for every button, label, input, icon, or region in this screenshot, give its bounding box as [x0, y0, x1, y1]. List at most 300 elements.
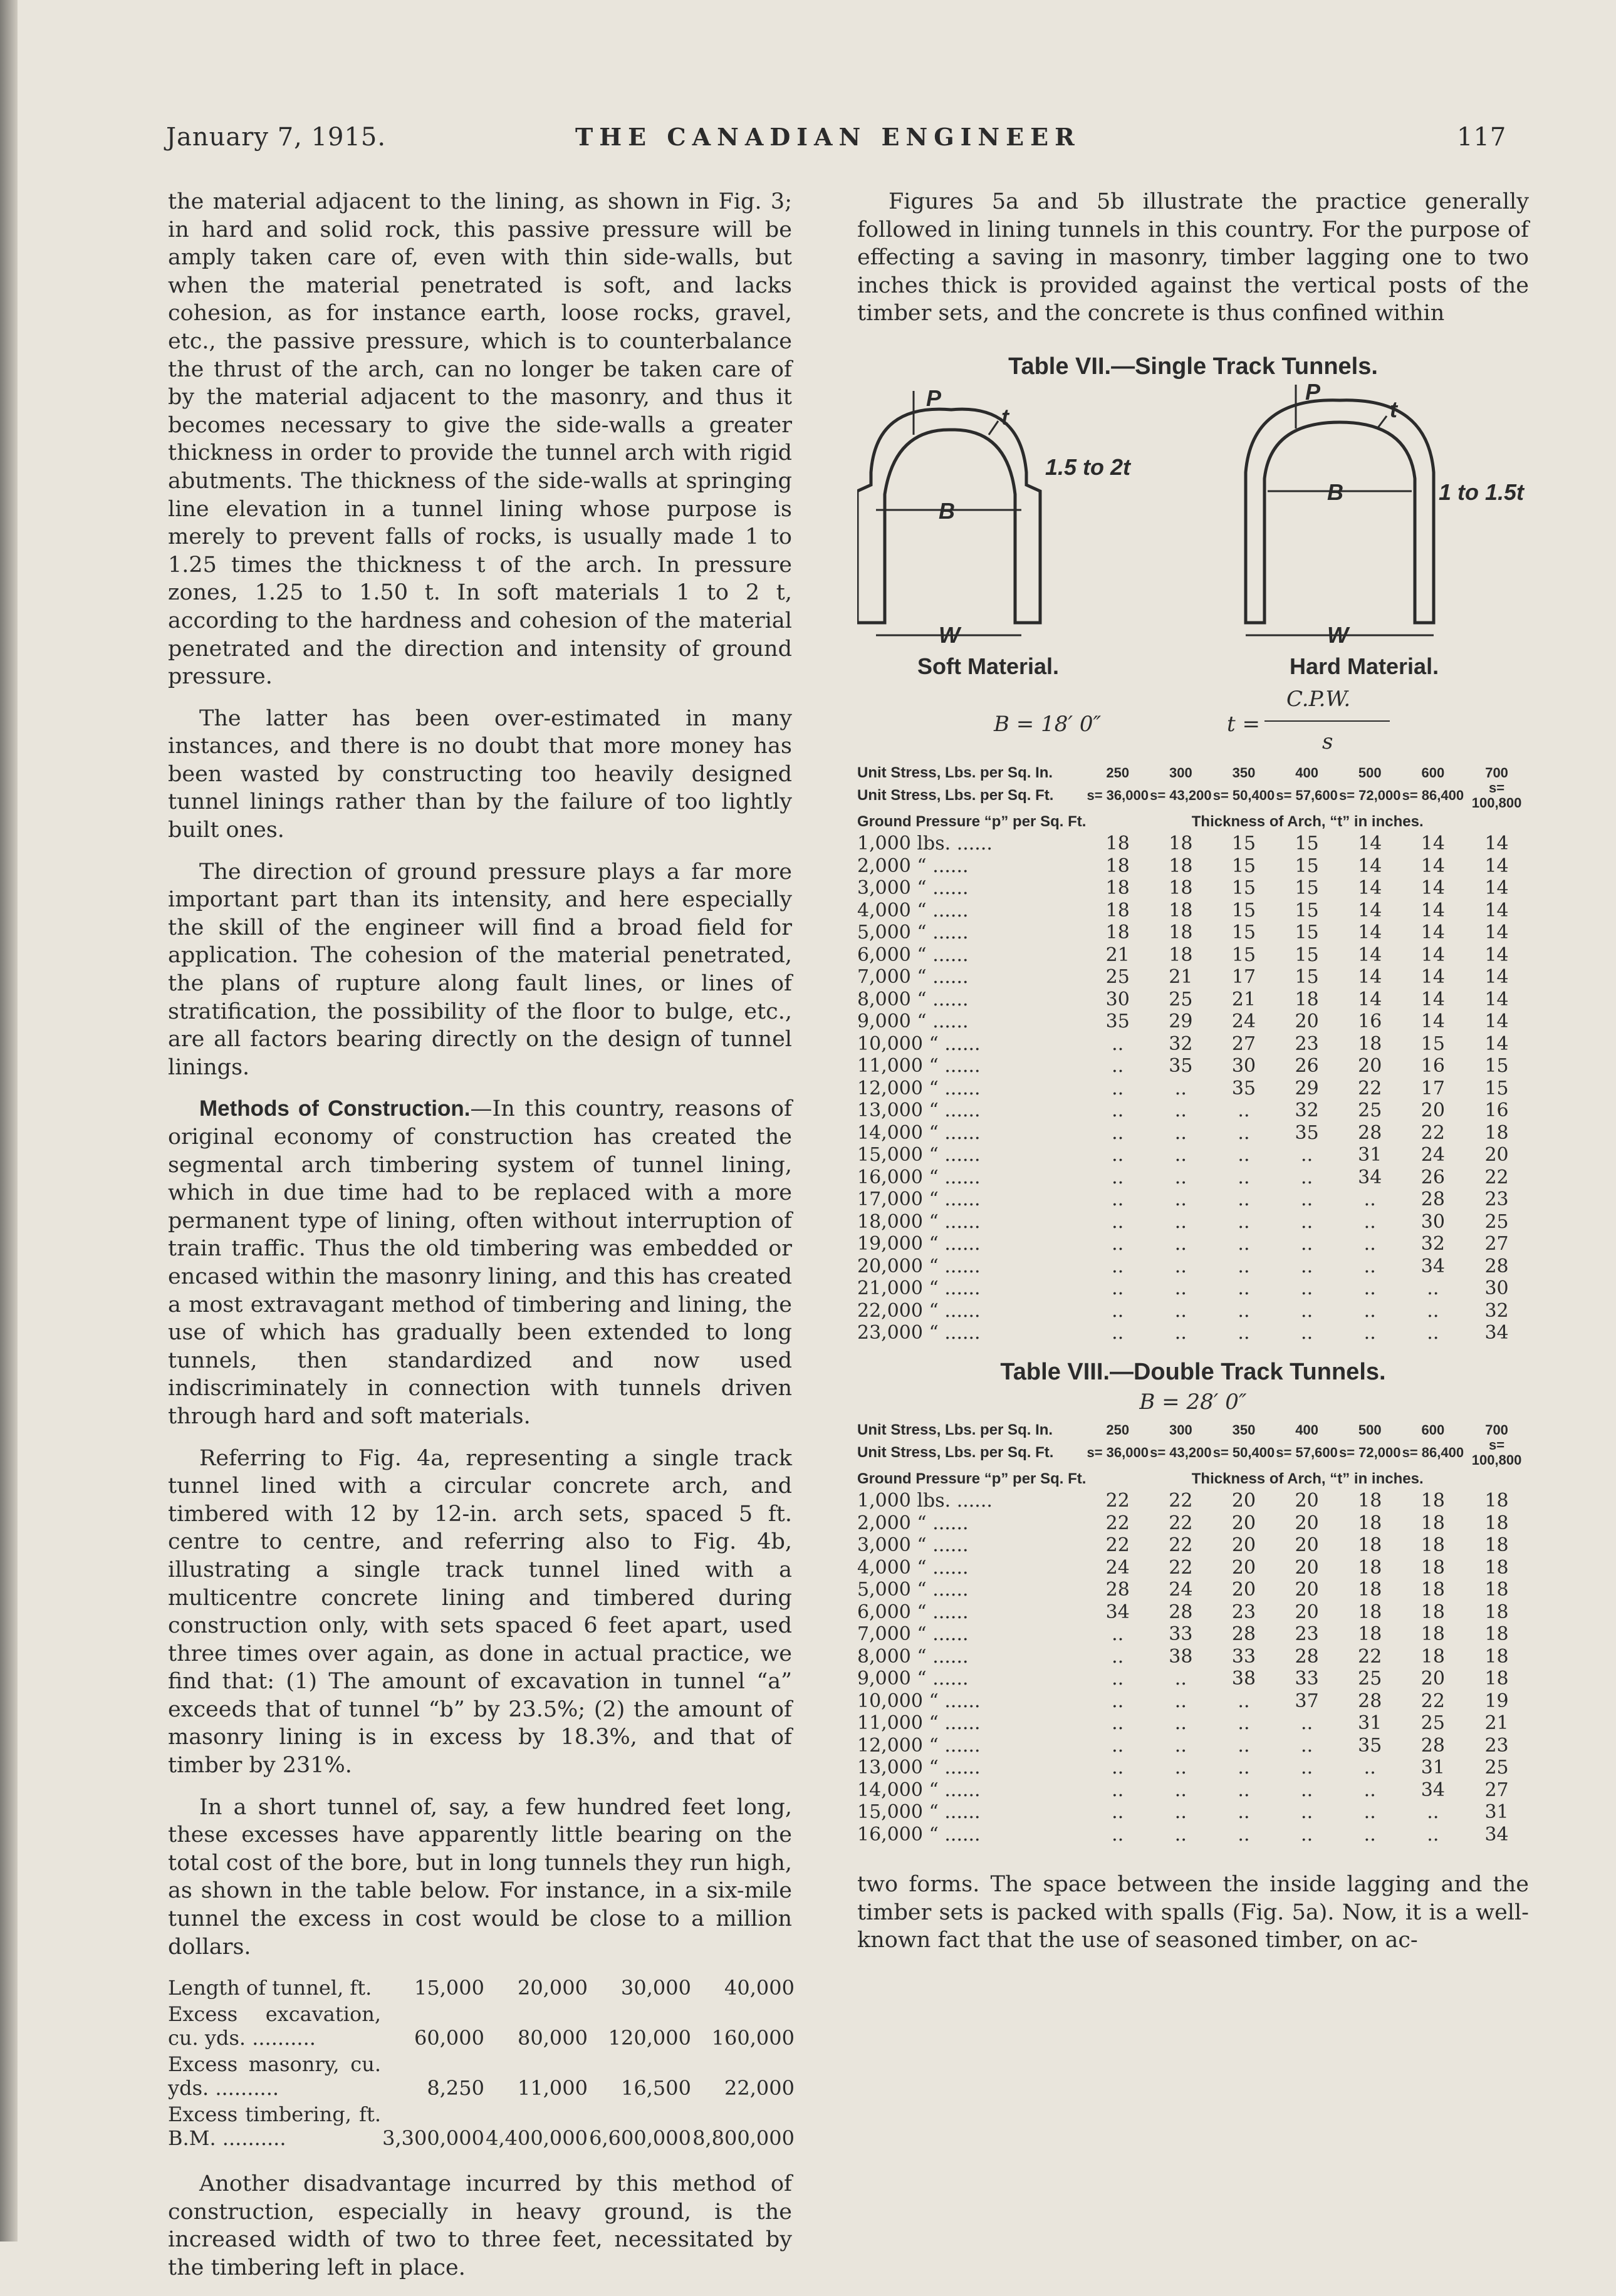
thickness-value: 22: [1169, 1512, 1193, 1534]
ground-pressure: 5,000 “ ......: [857, 922, 969, 944]
header-row-stress-ft: [857, 1438, 1529, 1468]
thickness-value: 18: [1169, 877, 1193, 900]
table-row: [857, 1512, 1529, 1535]
thickness-value: 14: [1358, 988, 1382, 1010]
thickness-value: 18: [1295, 988, 1319, 1010]
cell-value: 8,800,000: [692, 2126, 795, 2151]
ground-pressure: 13,000 “ ......: [857, 1757, 981, 1779]
table-row: [857, 855, 1529, 878]
pressure-value: 3,000 “: [857, 1534, 927, 1557]
header-row-stress-ft: [857, 781, 1529, 811]
stress-value: s= 100,800: [1471, 1436, 1522, 1468]
thickness-value: 32: [1421, 1233, 1445, 1255]
table-row: [857, 1824, 1529, 1846]
thickness-value: 38: [1169, 1645, 1193, 1668]
ground-pressure: 1,000 lbs. ......: [857, 1490, 993, 1512]
thickness-value: 25: [1105, 966, 1130, 989]
table-row: [857, 1668, 1529, 1690]
thickness-value: ..: [1301, 1712, 1313, 1735]
thickness-value: 18: [1358, 1623, 1382, 1646]
thickness-value: 22: [1105, 1534, 1130, 1557]
thickness-caption: Thickness of Arch, “t” in inches.: [1191, 1470, 1424, 1487]
thickness-value: 25: [1169, 988, 1193, 1010]
thickness-value: 22: [1484, 1166, 1509, 1188]
paragraph: Figures 5a and 5b illustrate the practice generally followed in lining tunnels in this country. For the purpose of effecting a saving in masonry, timber lagging one to two inches thick is provided against the vertical posts of the timber sets, and the concrete is thus confined within: [857, 189, 1529, 326]
header-row-stress-in: [857, 766, 1529, 781]
pressure-value: 6,000 “: [857, 1601, 927, 1623]
ground-pressure: 9,000 “ ......: [857, 1010, 969, 1033]
thickness-value: ..: [1301, 1823, 1313, 1846]
thickness-value: 32: [1484, 1299, 1509, 1322]
pressure-value: 11,000 “: [857, 1712, 939, 1735]
pressure-value: 10,000 “: [857, 1690, 939, 1712]
thickness-value: ..: [1174, 1144, 1187, 1166]
table-row: [857, 1211, 1529, 1234]
thickness-value: 14: [1421, 943, 1445, 966]
thickness-value: 18: [1105, 877, 1130, 900]
thickness-value: ..: [1238, 1166, 1250, 1188]
thickness-value: ..: [1112, 1322, 1124, 1344]
thickness-value: 15: [1295, 877, 1319, 900]
header-date: January 7, 1915.: [166, 123, 387, 152]
thickness-value: ..: [1174, 1823, 1187, 1846]
formula-numerator: C.P.W.: [1286, 686, 1351, 712]
thickness-value: 18: [1358, 1601, 1382, 1623]
pressure-value: 5,000 “: [857, 1579, 927, 1601]
thickness-value: 21: [1231, 988, 1256, 1010]
table-row: [857, 989, 1529, 1011]
thickness-value: 18: [1421, 1645, 1445, 1668]
thickness-value: 20: [1231, 1556, 1256, 1579]
thickness-value: 18: [1169, 833, 1193, 855]
ground-pressure: 16,000 “ ......: [857, 1166, 981, 1188]
thickness-value: ..: [1112, 1255, 1124, 1277]
thickness-value: 23: [1231, 1601, 1256, 1623]
thickness-value: 25: [1484, 1757, 1509, 1779]
thickness-value: 20: [1231, 1490, 1256, 1512]
thickness-value: 20: [1295, 1601, 1319, 1623]
thickness-value: 34: [1484, 1823, 1509, 1846]
thickness-value: ..: [1238, 1322, 1250, 1344]
thickness-value: ..: [1427, 1322, 1439, 1344]
ground-pressure: 8,000 “ ......: [857, 1645, 969, 1668]
thickness-value: 15: [1484, 1055, 1509, 1078]
row-label: Ground Pressure “p” per Sq. Ft.: [857, 813, 1087, 830]
pressure-value: 19,000 “: [857, 1233, 939, 1255]
thickness-value: 18: [1169, 899, 1193, 922]
thickness-value: ..: [1112, 1077, 1124, 1099]
thickness-value: 14: [1358, 877, 1382, 900]
thickness-value: 23: [1484, 1734, 1509, 1757]
stress-value: 600: [1421, 764, 1445, 781]
pressure-value: 12,000 “: [857, 1734, 939, 1757]
table-row: [857, 1233, 1529, 1255]
ground-pressure: 4,000 “ ......: [857, 1556, 969, 1579]
caption-row: [857, 1468, 1529, 1490]
thickness-value: 18: [1484, 1645, 1509, 1668]
thickness-value: ..: [1427, 1277, 1439, 1300]
thickness-value: ..: [1363, 1823, 1376, 1846]
pressure-value: 8,000 “: [857, 988, 927, 1010]
soft-thickness-note: 1.5 to 2t: [1045, 454, 1131, 480]
ground-pressure: 23,000 “ ......: [857, 1322, 981, 1344]
thickness-value: ..: [1112, 1668, 1124, 1690]
ground-pressure: 15,000 “ ......: [857, 1144, 981, 1166]
thickness-value: ..: [1238, 1210, 1250, 1233]
thickness-value: 31: [1421, 1757, 1445, 1779]
pressure-value: 7,000 “: [857, 966, 927, 989]
paragraph: Referring to Fig. 4a, representing a single track tunnel lined with a circular concrete arch, and timbered with 12 by 12-in. arch sets, spaced 5 ft. centre to centre, and referring also to Fig. 4b, illustrating a single track tunnel lined with a multicentre concrete lining and timbered during construction only, with sets spaced 6 feet apart, used three times over again, as done in actual practice, we find that: (1) The amount of excavation in tunnel “a” exceeds that of tunnel “b” by 23.5%; (2) the amount of masonry lining is in excess by 18.3%, and that of timber by 231%.: [168, 1445, 792, 1779]
thickness-value: 27: [1231, 1032, 1256, 1055]
thickness-value: ..: [1301, 1166, 1313, 1188]
ground-pressure: 11,000 “ ......: [857, 1712, 981, 1735]
thickness-value: ..: [1112, 1623, 1124, 1646]
thickness-value: ..: [1363, 1188, 1376, 1211]
ground-pressure: 10,000 “ ......: [857, 1032, 981, 1055]
thickness-value: 22: [1169, 1534, 1193, 1557]
thickness-value: ..: [1238, 1233, 1250, 1255]
thickness-value: 18: [1484, 1601, 1509, 1623]
thickness-value: 14: [1358, 855, 1382, 877]
thickness-value: 20: [1295, 1579, 1319, 1601]
ground-pressure: 1,000 lbs. ......: [857, 833, 993, 855]
ground-pressure: 15,000 “ ......: [857, 1801, 981, 1824]
thickness-value: 18: [1484, 1512, 1509, 1534]
ground-pressure: 19,000 “ ......: [857, 1233, 981, 1255]
thickness-value: 14: [1484, 1032, 1509, 1055]
thickness-value: 28: [1421, 1734, 1445, 1757]
thickness-value: ..: [1174, 1277, 1187, 1300]
ground-pressure: 3,000 “ ......: [857, 1534, 969, 1557]
thickness-value: 35: [1231, 1077, 1256, 1099]
table-row: [857, 1033, 1529, 1056]
thickness-value: 14: [1421, 833, 1445, 855]
header-page-number: 117: [1457, 123, 1507, 152]
hard-caption: Hard Material.: [1290, 653, 1439, 679]
thickness-value: 18: [1169, 922, 1193, 944]
thickness-value: 28: [1231, 1623, 1256, 1646]
thickness-value: ..: [1363, 1322, 1376, 1344]
thickness-value: ..: [1363, 1233, 1376, 1255]
thickness-value: 27: [1484, 1233, 1509, 1255]
thickness-value: 18: [1484, 1556, 1509, 1579]
stress-value: 500: [1358, 764, 1382, 781]
thickness-value: 20: [1421, 1668, 1445, 1690]
thickness-value: 30: [1231, 1055, 1256, 1078]
thickness-value: 30: [1105, 988, 1130, 1010]
table-row: [168, 2051, 795, 2101]
soft-caption: Soft Material.: [917, 653, 1060, 679]
thickness-value: ..: [1112, 1144, 1124, 1166]
thickness-value: 14: [1358, 943, 1382, 966]
header-title: THE CANADIAN ENGINEER: [575, 123, 1081, 151]
thickness-value: ..: [1174, 1299, 1187, 1322]
thickness-value: 18: [1169, 855, 1193, 877]
ground-pressure: 2,000 “ ......: [857, 1512, 969, 1534]
stress-value: s= 43,200: [1150, 787, 1212, 803]
cell-value: 80,000: [518, 2026, 588, 2050]
thickness-value: 24: [1169, 1579, 1193, 1601]
table-row: [857, 1255, 1529, 1278]
table-row: [857, 1779, 1529, 1802]
pressure-value: 18,000 “: [857, 1210, 939, 1233]
thickness-value: 32: [1169, 1032, 1193, 1055]
formula-b: B = 18′ 0″: [994, 711, 1102, 737]
thickness-value: 14: [1358, 922, 1382, 944]
pressure-value: 11,000 “: [857, 1055, 939, 1078]
thickness-value: 15: [1295, 855, 1319, 877]
left-column: [168, 188, 795, 2296]
thickness-value: ..: [1238, 1779, 1250, 1801]
thickness-value: ..: [1112, 1690, 1124, 1712]
table-row: [857, 1801, 1529, 1824]
thickness-value: ..: [1238, 1144, 1250, 1166]
formula: [857, 685, 1529, 754]
thickness-value: 26: [1295, 1055, 1319, 1078]
table-row: [857, 944, 1529, 967]
table-7-title: Table VII.—Single Track Tunnels.: [1008, 353, 1378, 380]
table-row: [857, 1490, 1529, 1512]
thickness-value: 18: [1358, 1032, 1382, 1055]
table-row: [857, 833, 1529, 855]
thickness-value: 28: [1295, 1645, 1319, 1668]
stress-value: s= 86,400: [1402, 787, 1464, 803]
thickness-value: 20: [1421, 1099, 1445, 1122]
thickness-value: 21: [1169, 966, 1193, 989]
thickness-value: 38: [1231, 1668, 1256, 1690]
ground-pressure: 11,000 “ ......: [857, 1055, 981, 1078]
table-row: [857, 1646, 1529, 1668]
thickness-value: 27: [1484, 1779, 1509, 1801]
pressure-value: 9,000 “: [857, 1668, 927, 1690]
thickness-value: 20: [1295, 1556, 1319, 1579]
ground-pressure: 12,000 “ ......: [857, 1077, 981, 1099]
ground-pressure: 7,000 “ ......: [857, 966, 969, 989]
thickness-value: 14: [1421, 855, 1445, 877]
pressure-value: 20,000 “: [857, 1255, 939, 1277]
table-row: [857, 1322, 1529, 1344]
paragraph: Another disadvantage incurred by this method of construction, especially in heavy ground, is the increased width of two to three feet, necessitated by the timbering left in place.: [168, 2171, 792, 2280]
row-label: Ground Pressure “p” per Sq. Ft.: [857, 1470, 1087, 1487]
thickness-value: 32: [1295, 1099, 1319, 1122]
thickness-value: 18: [1421, 1601, 1445, 1623]
thickness-value: 34: [1358, 1166, 1382, 1188]
thickness-value: ..: [1112, 1801, 1124, 1824]
ground-pressure: 3,000 “ ......: [857, 877, 969, 900]
thickness-value: 28: [1105, 1579, 1130, 1601]
stress-value: s= 50,400: [1212, 787, 1275, 803]
ground-pressure: 20,000 “ ......: [857, 1255, 981, 1277]
thickness-value: ..: [1112, 1779, 1124, 1801]
table-row: [857, 1712, 1529, 1735]
paragraph: the material adjacent to the lining, as shown in Fig. 3; in hard and solid rock, this passive pressure will be amply taken care of, even with thin side-walls, but when the material penetrated is soft, and lacks cohesion, as for instance earth, loose rocks, gravel, etc., the passive pressure, which is to counterbalance the thrust of the arch, can no longer be taken care of by the material adjacent to the masonry, and thus it becomes necessary to give the side-walls a greater thickness in order to provide the tunnel arch with rigid abutments. The thickness of the side-walls at springing line elevation in a tunnel lining whose purpose is merely to prevent falls of rocks, is usually made 1 to 1.25 times the thickness t of the arch. In pressure zones, 1.25 to 1.50 t. In soft materials 1 to 2 t, according to the hardness and cohesion of the material penetrated and the direction and intensity of ground pressure.: [168, 189, 792, 690]
pressure-value: 16,000 “: [857, 1166, 939, 1188]
thickness-value: 26: [1421, 1166, 1445, 1188]
thickness-caption: Thickness of Arch, “t” in inches.: [1191, 813, 1424, 830]
table-row: [857, 922, 1529, 944]
hard-thickness-pointer: [1377, 416, 1387, 429]
section-heading: Methods of Construction.: [199, 1096, 471, 1121]
thickness-value: 21: [1484, 1712, 1509, 1735]
table-row: [857, 1010, 1529, 1033]
pressure-value: 15,000 “: [857, 1144, 939, 1166]
thickness-value: ..: [1112, 1823, 1124, 1846]
thickness-value: ..: [1174, 1757, 1187, 1779]
row-label: Unit Stress, Lbs. per Sq. Ft.: [857, 786, 1054, 804]
soft-material-diagram: [857, 385, 1529, 648]
thickness-value: 34: [1484, 1322, 1509, 1344]
thickness-value: ..: [1174, 1801, 1187, 1824]
stress-value: s= 50,400: [1212, 1444, 1275, 1460]
cell-value: 6,600,000: [589, 2126, 691, 2151]
thickness-value: ..: [1174, 1690, 1187, 1712]
thickness-value: ..: [1174, 1668, 1187, 1690]
thickness-value: ..: [1238, 1712, 1250, 1735]
pressure-value: 13,000 “: [857, 1099, 939, 1122]
caption-row: [857, 811, 1529, 833]
table-row: [857, 966, 1529, 989]
ground-pressure: 16,000 “ ......: [857, 1823, 981, 1846]
thickness-value: 14: [1358, 899, 1382, 922]
thickness-value: 31: [1484, 1801, 1509, 1824]
thickness-value: 15: [1231, 922, 1256, 944]
thickness-value: ..: [1301, 1299, 1313, 1322]
thickness-value: 15: [1231, 833, 1256, 855]
cell-value: 30,000: [621, 1976, 691, 2000]
thickness-value: ..: [1301, 1210, 1313, 1233]
thickness-value: 14: [1484, 833, 1509, 855]
ground-pressure: 4,000 “ ......: [857, 899, 969, 922]
ground-pressure: 6,000 “ ......: [857, 1601, 969, 1623]
thickness-value: 14: [1421, 1010, 1445, 1033]
thickness-value: 20: [1295, 1512, 1319, 1534]
thickness-value: ..: [1112, 1277, 1124, 1300]
thickness-value: 23: [1295, 1623, 1319, 1646]
pressure-value: 6,000 “: [857, 943, 927, 966]
table-row: [168, 2101, 795, 2151]
table-8: [857, 1423, 1529, 1846]
ground-pressure: 13,000 “ ......: [857, 1099, 981, 1122]
thickness-value: ..: [1301, 1322, 1313, 1344]
cell-value: 160,000: [711, 2026, 795, 2050]
pressure-value: 8,000 “: [857, 1645, 927, 1668]
thickness-value: ..: [1238, 1099, 1250, 1122]
thickness-value: 23: [1484, 1188, 1509, 1211]
ground-pressure: 9,000 “ ......: [857, 1668, 969, 1690]
thickness-value: 34: [1105, 1601, 1130, 1623]
stress-value: 700: [1485, 764, 1508, 781]
thickness-value: 20: [1231, 1534, 1256, 1557]
table-row: [168, 1975, 795, 2001]
thickness-value: 22: [1358, 1077, 1382, 1099]
thickness-value: ..: [1238, 1690, 1250, 1712]
thickness-value: 25: [1358, 1668, 1382, 1690]
thickness-value: 14: [1358, 833, 1382, 855]
thickness-value: 18: [1105, 899, 1130, 922]
soft-w-label: W: [939, 621, 960, 648]
thickness-value: ..: [1301, 1233, 1313, 1255]
thickness-value: 14: [1484, 966, 1509, 989]
pressure-value: 3,000 “: [857, 877, 927, 900]
stress-value: 400: [1295, 764, 1318, 781]
thickness-value: 31: [1358, 1712, 1382, 1735]
stress-value: 400: [1295, 1421, 1318, 1438]
thickness-value: ..: [1112, 1121, 1124, 1144]
thickness-value: 14: [1421, 922, 1445, 944]
thickness-value: ..: [1112, 1233, 1124, 1255]
ground-pressure: 21,000 “ ......: [857, 1277, 981, 1300]
thickness-value: ..: [1238, 1757, 1250, 1779]
thickness-value: 28: [1484, 1255, 1509, 1277]
ground-pressure: 14,000 “ ......: [857, 1779, 981, 1801]
pressure-value: 15,000 “: [857, 1801, 939, 1824]
thickness-value: ..: [1238, 1121, 1250, 1144]
table-row: [857, 1300, 1529, 1322]
thickness-value: ..: [1363, 1255, 1376, 1277]
thickness-value: 18: [1358, 1534, 1382, 1557]
thickness-value: ..: [1301, 1801, 1313, 1824]
table-row: [857, 900, 1529, 922]
thickness-value: ..: [1427, 1823, 1439, 1846]
table-row: [857, 1579, 1529, 1601]
table-row: [857, 877, 1529, 900]
table-row: [857, 1690, 1529, 1713]
thickness-value: 22: [1105, 1490, 1130, 1512]
thickness-value: 15: [1231, 877, 1256, 900]
stress-value: 350: [1232, 1421, 1256, 1438]
stress-value: s= 36,000: [1087, 1444, 1149, 1460]
thickness-value: ..: [1112, 1299, 1124, 1322]
thickness-value: 34: [1421, 1255, 1445, 1277]
thickness-value: 15: [1295, 899, 1319, 922]
thickness-value: ..: [1427, 1801, 1439, 1824]
row-label: Excess excavation, cu. yds. ..........: [168, 2002, 381, 2050]
pressure-value: 1,000 lbs.: [857, 1490, 951, 1512]
cell-value: 8,250: [427, 2076, 484, 2101]
table-row: [857, 1055, 1529, 1078]
thickness-value: ..: [1363, 1210, 1376, 1233]
ground-pressure: 17,000 “ ......: [857, 1188, 981, 1211]
cell-value: 120,000: [608, 2026, 691, 2050]
thickness-value: 18: [1358, 1579, 1382, 1601]
paragraph: The latter has been over-estimated in many instances, and there is no doubt that more money has been wasted by constructing too heavily designed tunnel linings rather than by the failure of too lightly built ones.: [168, 705, 792, 843]
header-row-stress-in: [857, 1423, 1529, 1438]
ground-pressure: 7,000 “ ......: [857, 1623, 969, 1646]
thickness-value: 14: [1484, 1010, 1509, 1033]
thickness-value: 20: [1231, 1512, 1256, 1534]
pressure-value: 22,000 “: [857, 1299, 939, 1322]
thickness-value: 18: [1484, 1579, 1509, 1601]
pressure-value: 21,000 “: [857, 1277, 939, 1300]
stress-value: s= 72,000: [1338, 787, 1401, 803]
stress-value: 300: [1169, 764, 1192, 781]
soft-t-label: t: [1001, 403, 1009, 430]
stress-value: 250: [1106, 1421, 1130, 1438]
thickness-value: ..: [1112, 1712, 1124, 1735]
pressure-value: 2,000 “: [857, 855, 927, 877]
thickness-value: 15: [1231, 943, 1256, 966]
thickness-value: ..: [1238, 1277, 1250, 1300]
table-row: [857, 1534, 1529, 1557]
thickness-value: 15: [1295, 833, 1319, 855]
thickness-value: ..: [1174, 1121, 1187, 1144]
cell-value: 4,400,000: [486, 2126, 588, 2151]
thickness-value: 22: [1358, 1645, 1382, 1668]
stress-value: s= 43,200: [1150, 1444, 1212, 1460]
thickness-value: 14: [1484, 877, 1509, 900]
pressure-value: 7,000 “: [857, 1623, 927, 1646]
thickness-value: ..: [1174, 1077, 1187, 1099]
